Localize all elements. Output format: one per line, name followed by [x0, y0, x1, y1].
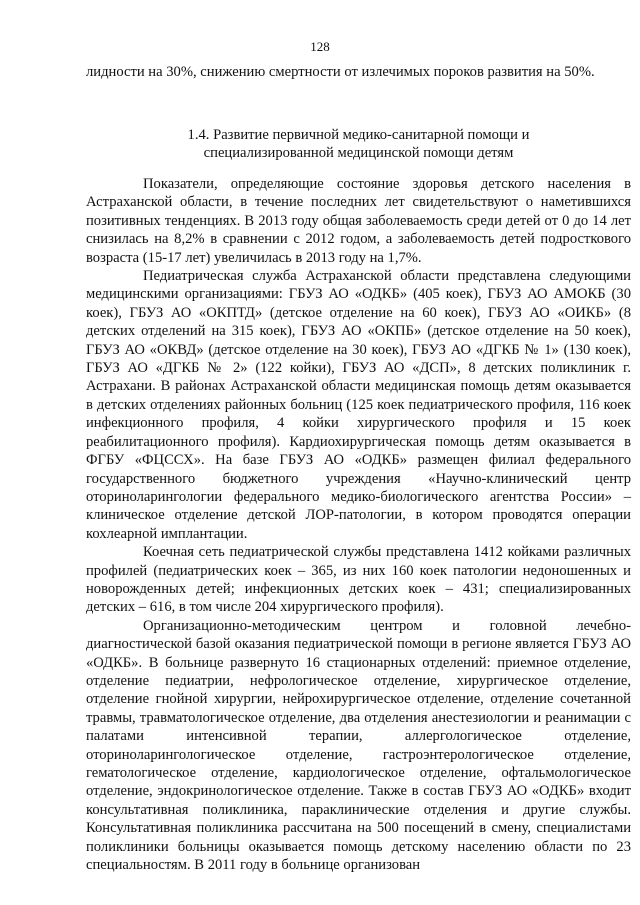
section-heading-line-1: 1.4. Развитие первичной медико-санитарной помощи и — [187, 127, 530, 143]
body-text — [86, 175, 631, 874]
page-number: 128 — [310, 39, 330, 54]
continuation-paragraph: лидности на 30%, снижению смертности от излечимых пороков развития на 50%. — [86, 64, 595, 80]
continuation-block — [86, 63, 631, 81]
paragraph-pediatric-service: Педиатрическая служба Астраханской области представлена следующими медицинскими организациями: ГБУЗ АО «ОДКБ» (405 коек), ГБУЗ АО АМОКБ (30 коек), ГБУЗ АО «ОКПТД» (детское отделение на 60 коек), ГБУЗ АО «ОИКБ» (8 детских отделений на 315 коек), ГБУЗ АО «ОКПБ» (детское отделение на 50 коек), ГБУЗ АО «ОКВД» (детское отделение на 30 коек), ГБУЗ АО «ДГКБ № 1» (130 коек), ГБУЗ АО «ДГКБ № 2» (122 койки), ГБУЗ АО «ДСП», 8 детских поликлиник г. Астрахани. В районах Астраханской области медицинская помощь детям оказывается в детских отделениях районных больниц (125 коек педиатрического профиля, 116 коек инфекционного профиля, 4 койки хирургического профиля и 15 коек реабилитационного профиля). Кардиохирургическая помощь детям оказывается в ФГБУ «ФЦССХ». На базе ГБУЗ АО «ОДКБ» размещен филиал федерального государственного бюджетного учреждения «Научно-клинический центр оториноларингологии федерального медико-биологического агентства России» – клиническое отделение детской ЛОР-патологии, в котором проводятся операции кохлеарной имплантации. — [86, 268, 631, 542]
paragraph-bed-network: Коечная сеть педиатрической службы представлена 1412 койками различных профилей (педиатрических коек – 365, из них 160 коек патологии недоношенных и новорожденных детей; инфекционных детских коек – 431; специализированных детских – 616, в том числе 204 хирургического профиля). — [86, 544, 631, 616]
section-heading — [86, 126, 631, 163]
section-heading-line-2: специализированной медицинской помощи детям — [203, 145, 514, 162]
paragraph-regional-hospital: Организационно-методическим центром и головной лечебно-диагностической базой оказания педиатрической помощи в регионе является ГБУЗ АО «ОДКБ». В больнице развернуто 16 стационарных отделений: приемное отделение, отделение педиатрии, нефрологическое отделение, хирургическое отделение, отделение гнойной хирургии, нейрохирургическое отделение, отделение сочетанной травмы, травматологическое отделение, два отделения анестезиологии и реанимации с палатами интенсивной терапии, аллергологическое отделение, оториноларингологическое отделение, гастроэнтерологическое отделение, гематологическое отделение, кардиологическое отделение, офтальмологическое отделение, эндокринологическое отделение. Также в состав ГБУЗ АО «ОДКБ» входит консультативная поликлиника, параклинические отделения и другие службы. Консультативная поликлиника рассчитана на 500 посещений в смену, специалистами поликлиники больницы оказывается помощь детскому населению области по 23 специальностям. В 2011 году в больнице организован — [86, 617, 631, 874]
paragraph-health-indicators: Показатели, определяющие состояние здоровья детского населения в Астраханской области, в течение последних лет свидетельствуют о наметившихся позитивных тенденциях. В 2013 году общая заболеваемость среди детей от 0 до 14 лет снизилась на 8,2% в сравнении с 2012 годом, а заболеваемость детей подросткового возраста (15-17 лет) увеличилась в 2013 году на 1,7%. — [86, 176, 631, 266]
